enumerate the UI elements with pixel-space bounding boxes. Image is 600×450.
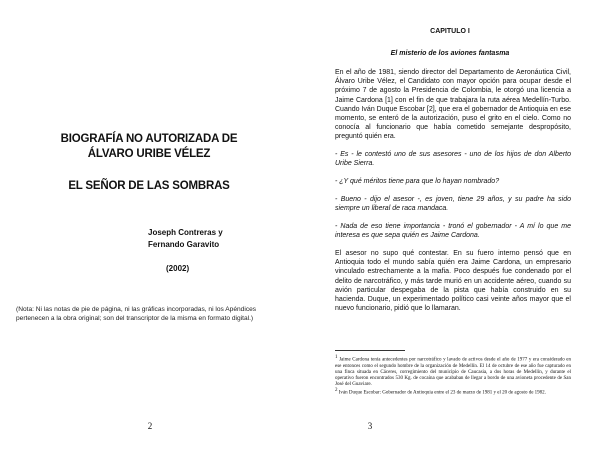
footnote-2: 2 Iván Duque Escobar: Gobernador de Antioquia entre el 23 de marzo de 1981 y el 20 de agosto de 1982.: [335, 388, 546, 396]
book-title: [24, 132, 274, 162]
transcriber-note: (Nota: Ni las notas de pie de página, ni las gráficas incorporadas, ni los Apéndices pertenecen a la obra original; son del transcriptor de la misma en formato digital.): [16, 306, 257, 322]
paragraph-5: - Nada de eso tiene importancia - tronó el gobernador - A mí lo que me interesa es que sepa quién es Jaime Cardona.: [335, 223, 571, 240]
footnote-ref-1[interactable]: 1: [387, 96, 391, 104]
footnotes: [335, 355, 571, 397]
paragraph-1: En el año de 1981, siendo director del Departamento de Aeronáutica Civil, Álvaro Uribe Vélez, el Candidato con mayor opción para ocupar desde el próximo 7 de agosto la Presidencia de Colombia, le otorgó una licencia a Jaime Cardona [1] con el fin de que trabajara la ruta aérea Medellín-Turbo. Cuando Iván Duque Escobar [2], que era el gobernador de Antioquia en ese momento, se enteró de la autorización, puso el grito en el cielo. Como no conocía al funcionario que había cometido semejante despropósito, preguntó quién era.: [335, 69, 571, 141]
page-number-left: 2: [147, 421, 153, 431]
book-subtitle: EL SEÑOR DE LAS SOMBRAS: [68, 180, 230, 192]
author-2: Fernando Garavito: [148, 240, 220, 249]
paragraph-4: - Bueno - dijo el asesor -, es joven, tiene 29 años, y su padre ha sido siempre un liberal de raca mandaca.: [335, 196, 571, 213]
page-number-right: 3: [367, 421, 373, 431]
footnote-1: 1 Jaime Cardona tenía antecedentes por narcotráfico y lavado de activos desde el año de 1977 y era considerado en ese entonces como el segundo hombre de la organización de Medellín. El 14 de octubre de ese año fue capturado en una finca situada en Cáceres, corregimiento del municipio de Caucasia, a dos horas de Medellín, y durante el operativo fueron encontrados 530 Kg. de cocaína que acababan de llegar a bordo de una avioneta procedente de San José del Guaviare.: [335, 355, 571, 388]
chapter-body: [335, 68, 571, 322]
footnote-ref-2[interactable]: 2: [428, 105, 433, 113]
title-line-1: BIOGRAFÍA NO AUTORIZADA DE: [60, 133, 238, 145]
author-1: Joseph Contreras y: [148, 228, 223, 237]
chapter-title: El misterio de los aviones fantasma: [390, 50, 510, 57]
publication-year: (2002): [166, 264, 190, 273]
chapter-heading: CAPITULO I: [430, 28, 470, 35]
right-page: [300, 0, 600, 450]
authors: [148, 227, 223, 251]
paragraph-2: - Es - le contestó uno de sus asesores - uno de los hijos de don Alberto Uribe Sierra.: [335, 151, 571, 168]
footnote-divider: [335, 350, 405, 351]
paragraph-3: - ¿Y qué méritos tiene para que lo hayan nombrado?: [335, 178, 500, 186]
title-line-2: ÁLVARO URIBE VÉLEZ: [87, 148, 211, 160]
paragraph-6: El asesor no supo qué contestar. En su fuero interno pensó que en Antioquia todo el mundo sabía quién era Jaime Cardona, un empresario vinculado estrechamente a la mafia. Poco después fue condenado por el delito de narcotráfico, y más tarde murió en un accidente aéreo, cuando su avión particular despegaba de la pista que había construido en su hacienda. Duque, un experimentado político casi veinte años mayor que el nuevo funcionario, pidió que lo llamaran.: [335, 250, 571, 313]
